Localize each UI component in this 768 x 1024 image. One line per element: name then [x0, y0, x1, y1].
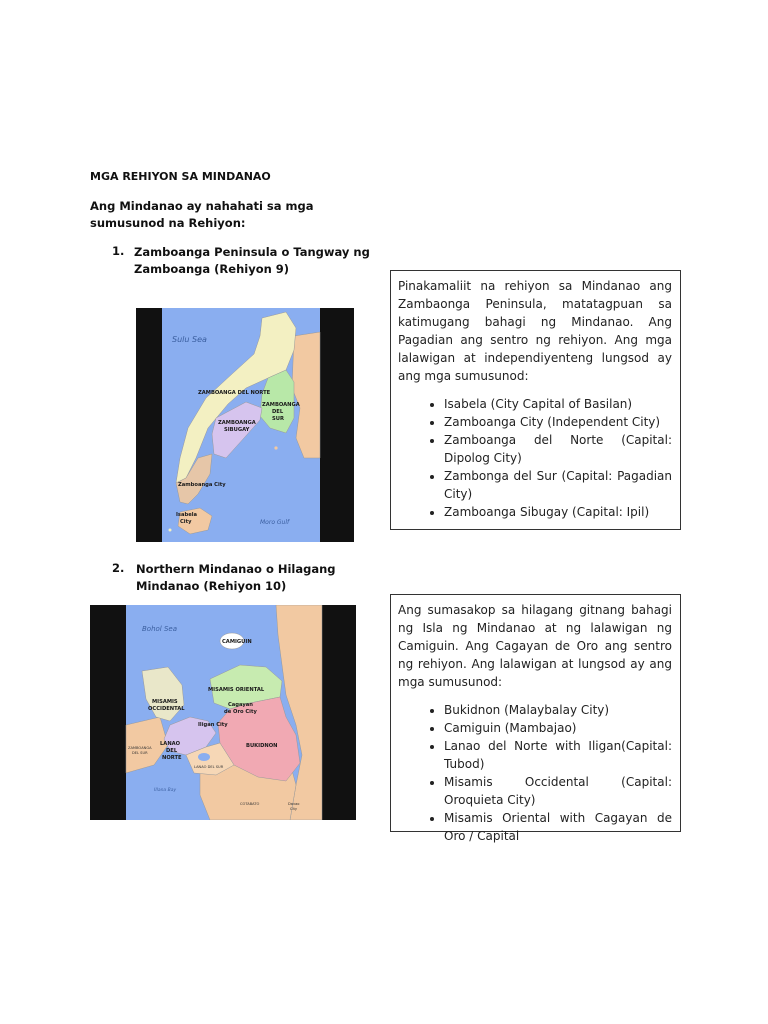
- bukidnon-label: BUKIDNON: [246, 743, 278, 749]
- isabela-label-2: City: [180, 519, 192, 525]
- item-1-title: [134, 244, 370, 278]
- bohol-sea-label: Bohol Sea: [142, 625, 178, 633]
- item-1-description: Pinakamaliit na rehiyon sa Mindanao ang Zambaonga Peninsula, matatagpuan sa katimugang bahagi ng Mindanao. Ang Pagadian ang sentro ng rehiyon. Ang mga lalawigan at independiyenteng lungsod ay ang mga sumusunod:: [398, 279, 672, 383]
- cotabato-label: COTABATO: [240, 802, 260, 806]
- list-item: • Bukidnon (Malaybalay City): [444, 701, 672, 719]
- zamboanga-peninsula-map: [136, 308, 354, 542]
- item-1-title-line-2: Zamboanga (Rehiyon 9): [134, 262, 290, 276]
- zdsur-label-2: DEL SUR: [132, 751, 148, 755]
- illana-bay-label: Illana Bay: [154, 788, 177, 793]
- list-item: • Zamboanga Sibugay (Capital: Ipil): [444, 503, 672, 521]
- item-2-number: 2.: [112, 561, 125, 575]
- item-2-description-box: [390, 594, 681, 843]
- item-1-description-box: [390, 270, 681, 530]
- list-item: • Camiguin (Mambajao): [444, 719, 672, 737]
- iligan-label: Iligan City: [198, 722, 228, 728]
- isabela-label-1: Isabela: [176, 512, 198, 518]
- item-2-list: [398, 701, 672, 845]
- sibugay-label-1: ZAMBOANGA: [218, 420, 256, 426]
- item-2-title-line-2: Mindanao (Rehiyon 10): [136, 579, 287, 593]
- lanao-sur-label: LANAO DEL SUR: [194, 765, 224, 769]
- list-item: • Zamboanga del Norte (Capital: Dipolog City): [444, 431, 672, 467]
- list-item: • Misamis Oriental with Cagayan de Oro / Capital: [444, 809, 672, 845]
- page-heading: MGA REHIYON SA MINDANAO: [90, 170, 271, 183]
- zdsur-label-1: ZAMBOANGA: [128, 746, 152, 750]
- davao-label-2: City: [290, 807, 298, 811]
- item-2-title-line-1: Northern Mindanao o Hilagang: [136, 562, 336, 576]
- item-1-number: 1.: [112, 244, 125, 258]
- sulu-sea-label: Sulu Sea: [172, 335, 207, 344]
- misamis-occ-label-1: MISAMIS: [152, 699, 178, 705]
- cagayan-label-1: Cagayan: [228, 702, 253, 708]
- item-1-title-line-1: Zamboanga Peninsula o Tangway ng: [134, 245, 370, 259]
- northern-mindanao-map: [90, 605, 356, 820]
- moro-gulf-label: Moro Gulf: [260, 519, 290, 526]
- del-sur-label-1: ZAMBOANGA: [262, 402, 300, 408]
- del-sur-label-3: SUR: [272, 416, 284, 422]
- item-2-title: [136, 561, 336, 595]
- misamis-occ-label-2: OCCIDENTAL: [148, 706, 185, 712]
- lanao-label-1: LANAO: [160, 741, 181, 747]
- zamboanga-city-label: Zamboanga City: [178, 482, 226, 488]
- lanao-label-3: NORTE: [162, 755, 182, 761]
- list-item: • Zamboanga City (Independent City): [444, 413, 672, 431]
- list-item: • Lanao del Norte with Iligan(Capital: Tubod): [444, 737, 672, 773]
- list-item: • Zambonga del Sur (Capital: Pagadian City): [444, 467, 672, 503]
- list-item: • Isabela (City Capital of Basilan): [444, 395, 672, 413]
- list-item: • Misamis Occidental (Capital: Oroquieta City): [444, 773, 672, 809]
- del-sur-label-2: DEL: [272, 409, 284, 415]
- item-2-description: Ang sumasakop sa hilagang gitnang bahagi ng Isla ng Mindanao at ng lalawigan ng Camiguin. Ang Cagayan de Oro ang sentro ng rehiyon. Ang lalawigan at lungsod ay ang mga sumusunod:: [398, 603, 672, 689]
- davao-label-1: Davao: [288, 802, 300, 806]
- misamis-oriental-label: MISAMIS ORIENTAL: [208, 687, 265, 693]
- cagayan-label-2: de Oro City: [224, 709, 257, 715]
- lanao-label-2: DEL: [166, 748, 178, 754]
- intro-text: Ang Mindanao ay nahahati sa mga sumusunod na Rehiyon:: [90, 199, 314, 230]
- item-1-list: [398, 395, 672, 521]
- camiguin-label: CAMIGUIN: [222, 639, 252, 645]
- del-norte-label: ZAMBOANGA DEL NORTE: [198, 390, 271, 396]
- sibugay-label-2: SIBUGAY: [224, 427, 250, 433]
